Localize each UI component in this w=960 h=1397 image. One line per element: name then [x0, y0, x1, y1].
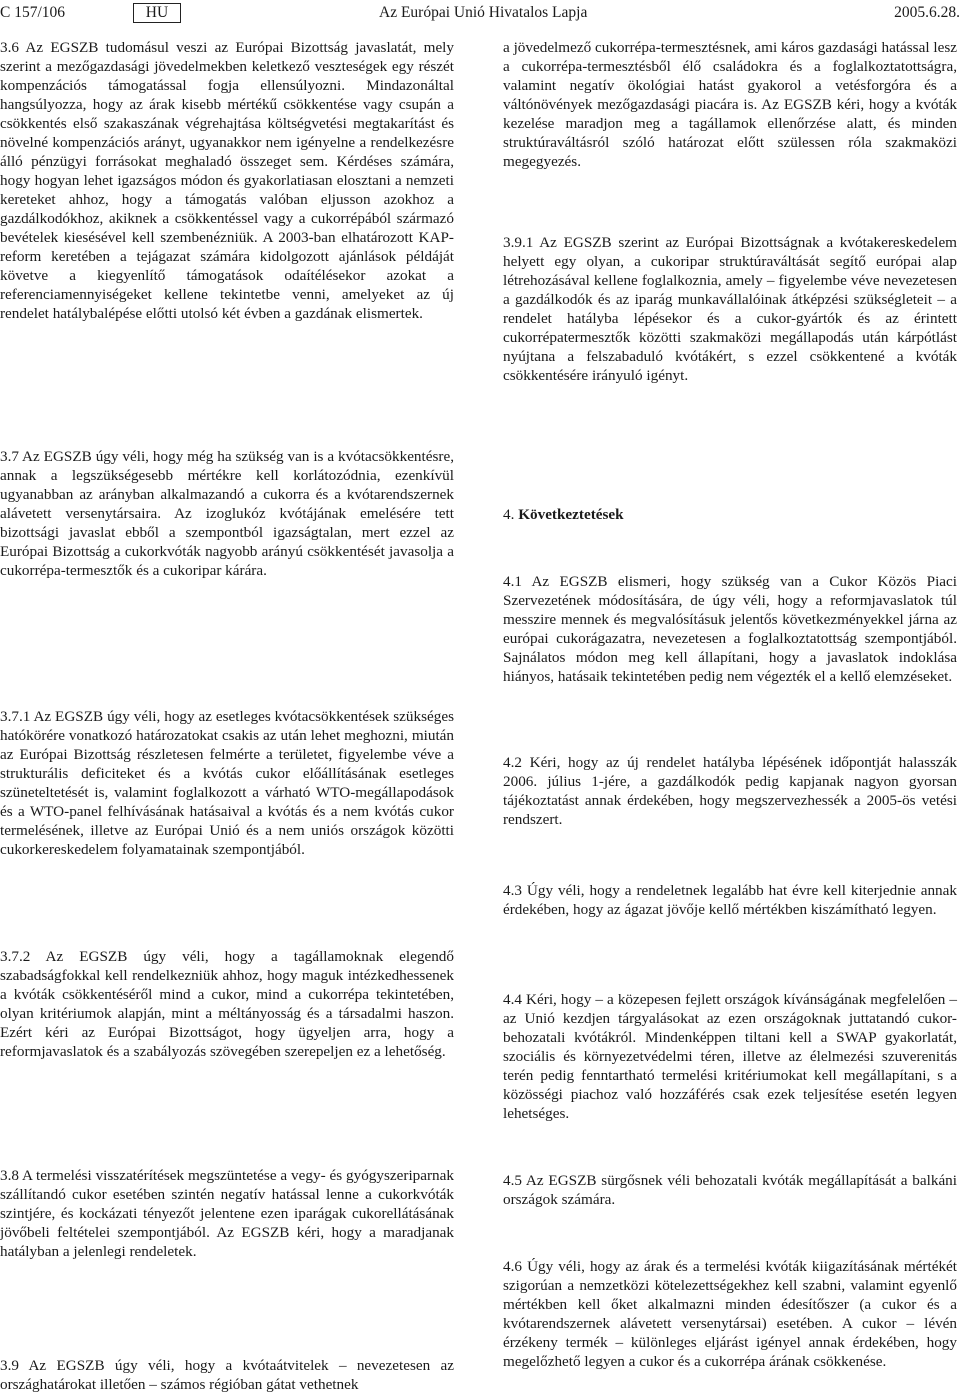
paragraph-3-7-2 — [0, 947, 454, 1061]
paragraph-4-4 — [503, 990, 957, 1123]
paragraph-text: 4.3 Úgy véli, hogy a rendeletnek legalább hat évre kell kiterjednie annak érdekében, hogy az ágazat jövője kellő mértékben kiszámítható legyen. — [503, 882, 957, 918]
paragraph-3-8 — [0, 1166, 454, 1261]
paragraph-text: a jövedelmező cukorrépa-termesztésnek, ami káros gazdasági hatással lesz a cukorrépa-termesztésből élő családokra és a foglalkoztatottságra, valamint negatív ökológiai hatást gyakorol a vetésforgóra és a váltónövények mezőgazdasági piacára is. Az EGSZB kéri, hogy a kvóták kezelése maradjon meg a tagállamok ellenőrzése alatt, és minden struktúraváltásról szóló határozat előtt szülessen róla szakmaközi megegyezés. — [503, 39, 957, 170]
paragraph-continuation — [503, 38, 957, 171]
paragraph-3-7-1 — [0, 707, 454, 859]
paragraph-3-6 — [0, 38, 454, 323]
paragraph-text: 3.7.2 Az EGSZB úgy véli, hogy a tagállamoknak elegendő szabadságfokkal kell rendelkezniük ahhoz, hogy maguk intézkedhessenek a kvóták csökkentéséről mind a cukor, mind a cukorrépa tekintetében, olyan kritériumok alapján, mint a méltányosság és a társadalmi haszon. Ezért kéri az Európai Bizottságot, hogy ügyeljen arra, hogy a reformjavaslatok és a szabályozás szövegében szerepeljen ez a lehetőség. — [0, 948, 454, 1060]
paragraph-3-7 — [0, 447, 454, 580]
section-number: 4. — [503, 506, 515, 523]
paragraph-text: 3.7 Az EGSZB úgy véli, hogy még ha szükség van is a kvótacsökkentésre, annak a legszükségesebb mértékre kell korlátozódnia, ezenkívül ugyanabban az arányban alkalmazandó a cukorra és a kvótarendszernek alávetett versenytársaira. Az izoglukóz kvótájának emelésére tett bizottsági javaslat ebből a szempontból igazságtalan, mert ezzel az Európai Bizottság a cukorkvóták nagyobb arányú csökkentését javasolja a cukorrépa-termesztők és a cukoripar kárára. — [0, 448, 454, 579]
paragraph-3-9 — [0, 1356, 454, 1394]
paragraph-text: 4.4 Kéri, hogy – a közepesen fejlett országok kívánságának megfelelően – az Unió kezdjen tárgyalásokat az ezen országoknak juttatandó cukor-behozatali kvótákról. Mindenképpen tiltani kell a SWAP gyakorlatát, szociális és környezetvédelmi téren, illetve az élelmezési szuverenitás terén pedig fenntartható termelési kritériumokat kell megállapítani, s a közösségi piachoz való hozzáférés csak ezek teljesítése esetén legyen lehetséges. — [503, 991, 957, 1122]
paragraph-text: 4.1 Az EGSZB elismeri, hogy szükség van a Cukor Közös Piaci Szervezetének módosítására, de úgy véli, hogy a reformjavaslatok túl messzire mennek és megvalósításuk jelentős következményekkel járna az európai cukorágazatra, nevezetesen a foglalkoztatottság szempontjából. Sajnálatos módon meg kell állapítani, hogy a javaslatok indoklása hiányos, hatásaik tekintetében pedig nem végezték el a kellő elemzéseket. — [503, 573, 957, 685]
paragraph-text: 3.8 A termelési visszatérítések megszüntetése a vegy- és gyógyszeriparnak szállítandó cukor esetében szintén negatív hatással lenne a cukorkvóták szintjére, és kockázati tényezőt jelentene ezen iparágak cukorellátásának jövőbeli feltételei szempontjából. Az EGSZB kéri, hogy a maradjanak hatályban a jelenlegi rendeletek. — [0, 1167, 454, 1260]
page-reference: C 157/106 — [0, 4, 66, 21]
paragraph-4-1 — [503, 572, 957, 686]
language-code-box: HU — [133, 3, 181, 23]
paragraph-text: 3.6 Az EGSZB tudomásul veszi az Európai Bizottság javaslatát, mely szerint a mezőgazdasági jövedelmekben keletkező veszteségek egy részét kompenzációs támogatással fogja ellensúlyozni. Mindazonáltal hangsúlyozza, hogy az árak kisebb mértékű csökkentése vagy csupán a csökkentés első szakaszának végrehajtása költségvetési megtakarítást és növelné kompenzációs arányt, ugyanakkor nem igényelne a rendelkezésre álló pénzügyi forrásokat meghaladó összeget sem. Kérdéses számára, hogy hogyan lehet igazságos módon és gyakorlatiasan elosztani a nemzeti kereteket ahhoz, hogy a támogatás valóban eljusson azokhoz a gazdálkodókhoz, akiknek a csökkentéssel vagy a cukorrépából származó bevételek kiesésével kell szembenézniük. A 2003-ban elhatározott KAP-reform keretében a tejágazat számára kidolgozott ajánlások példáját követve a kiegyenlítő támogatások odaítélésekor azokat a referenciamennyiségeket kellene tekintetbe venni, amelyeket az új rendelet hatálybalépése előtti utolsó két évben a gazdának elismertek. — [0, 39, 454, 322]
paragraph-3-9-1 — [503, 233, 957, 385]
paragraph-text: 3.7.1 Az EGSZB úgy véli, hogy az esetleges kvótacsökkentések szükséges hatókörére vonatkozó határozatokat csakis az után lehet meghozni, miután az Európai Bizottság részletesen felmérte a területet, figyelembe véve a strukturális deficiteket és a kvótás cukor előállításának esetleges szüneteltetését is, valamint foglalkozott a várható WTO-megállapodások és a WTO-panel felhívásának hatásaival a kvótás és a nem kvótás cukor termelésének, illetve az Európai Unió és a nem uniós országok közötti cukorkereskedelem folyamatainak szempontjából. — [0, 708, 454, 858]
section-title: Következtetések — [518, 506, 624, 523]
paragraph-4-5 — [503, 1171, 957, 1209]
paragraph-4-6 — [503, 1257, 957, 1371]
paragraph-text: 4.2 Kéri, hogy az új rendelet hatályba lépésének időpontját halasszák 2006. július 1-jére, a gazdálkodók pedig kapjanak nagyon gyorsan tájékoztatást annak érdekében, hogy megszervezhessék a 2005-ös vetési rendszert. — [503, 754, 957, 828]
paragraph-text: 4.5 Az EGSZB sürgősnek véli behozatali kvóták megállapítását a balkáni országok számára. — [503, 1172, 957, 1208]
paragraph-4-2 — [503, 753, 957, 829]
section-4-heading — [503, 505, 957, 524]
page-header — [0, 3, 960, 25]
journal-title: Az Európai Unió Hivatalos Lapja — [379, 4, 588, 21]
publication-date: 2005.6.28. — [894, 4, 960, 21]
paragraph-text: 3.9.1 Az EGSZB szerint az Európai Bizottságnak a kvótakereskedelem helyett egy olyan, a cukoripar struktúraváltását segítő európai alap létrehozásával kellene foglalkoznia, amely – figyelembe véve nevezetesen a gazdálkodók és az iparág munkavállalóinak átképzési szükségleteit – a rendelet hatályba lépésekor és a cukor-gyártók és az érintett cukorrépatermesztők közötti szakmaközi megállapodás után kárpótlást nyújtana a felszabaduló kvótákért, s ezzel csökkentené a kvóták csökkentésére irányuló igényt. — [503, 234, 957, 384]
paragraph-text: 3.9 Az EGSZB úgy véli, hogy a kvótaátvitelek – nevezetesen az országhatárokat illetően – számos régióban gátat vethetnek — [0, 1357, 454, 1393]
paragraph-4-3 — [503, 881, 957, 919]
paragraph-text: 4.6 Úgy véli, hogy az árak és a termelési kvóták kiigazításának mértékét szigorúan a nemzetközi kötelezettségekhez kell szabni, valamint egyenlő mértékben kell őket alkalmazni minden édesítőszer (a cukor és a kvótarendszernek alávetett versenytársai) esetében. A cukor – lévén érzékeny termék – különleges eljárást igényel annak érdekében, hogy megelőzhető legyen a cukor és a cukorrépa árának csökkenése. — [503, 1258, 957, 1370]
